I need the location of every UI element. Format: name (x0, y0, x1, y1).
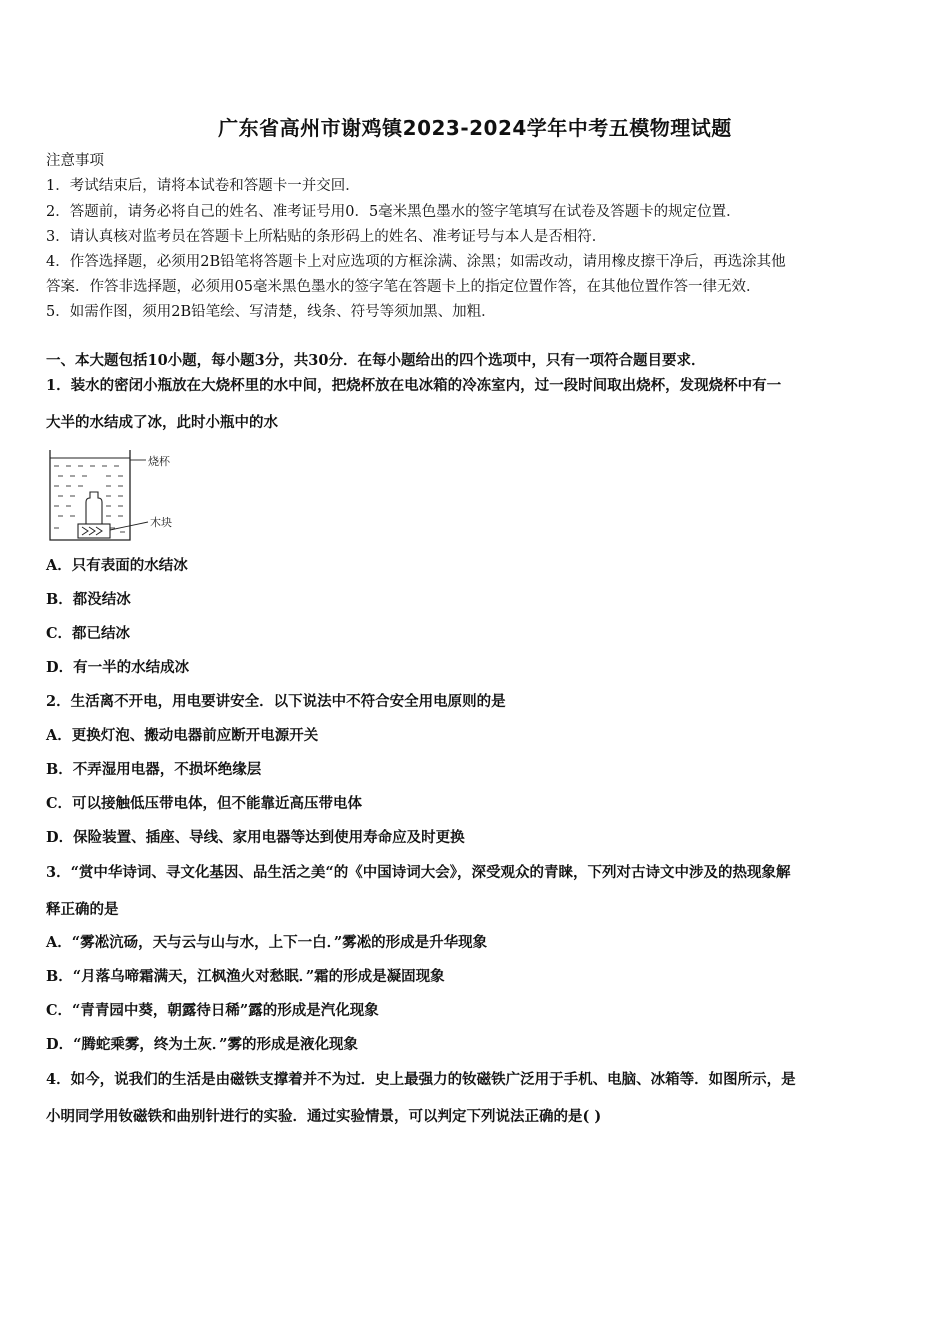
note-item-5: 5．如需作图，须用2B铅笔绘、写清楚，线条、符号等须加黑、加粗． (46, 304, 496, 320)
q3-option-d: D．“腾蛇乘雾，终为土灰．”雾的形成是液化现象 (46, 1036, 359, 1053)
q2-option-c: C．可以接触低压带电体，但不能靠近高压带电体 (46, 795, 363, 812)
q1-option-a: A．只有表面的水结冰 (46, 557, 188, 574)
q2-stem: 2．生活离不开电，用电要讲安全．以下说法中不符合安全用电原则的是 (46, 693, 506, 710)
q1-beaker-figure (44, 446, 189, 546)
label-wood-block: 木块 (150, 516, 172, 529)
q3-option-a: A．“雾凇沆砀，天与云与山与水，上下一白．”雾凇的形成是升华现象 (46, 934, 488, 951)
q2-option-d: D．保险装置、插座、导线、家用电器等达到使用寿命应及时更换 (46, 829, 465, 846)
q1-stem-line1: 1．装水的密闭小瓶放在大烧杯里的水中间，把烧杯放在电冰箱的冷冻室内，过一段时间取出烧杯，发现烧杯中有一 (46, 377, 782, 394)
q3-option-c: C．“青青园中葵，朝露待日稀”露的形成是汽化现象 (46, 1002, 379, 1019)
q4-stem-line2: 小明同学用钕磁铁和曲别针进行的实验．通过实验情景，可以判定下列说法正确的是( ) (46, 1108, 602, 1125)
q3-stem-line2: 释正确的是 (46, 901, 119, 918)
note-item-2: 2．答题前，请务必将自己的姓名、准考证号用0．5毫米黑色墨水的签字笔填写在试卷及答题卡的规定位置． (46, 204, 741, 220)
q2-option-a: A．更换灯泡、搬动电器前应断开电源开关 (46, 727, 319, 744)
q2-option-b: B．不弄湿用电器，不损坏绝缘层 (46, 761, 262, 778)
q3-option-b: B．“月落乌啼霜满天，江枫渔火对愁眠．”霜的形成是凝固现象 (46, 968, 445, 985)
q1-option-d: D．有一半的水结成冰 (46, 659, 190, 676)
q1-option-c: C．都已结冰 (46, 625, 131, 642)
q4-stem-line1: 4．如今，说我们的生活是由磁铁支撑着并不为过．史上最强力的钕磁铁广泛用于手机、电脑、冰箱等．如图所示，是 (46, 1071, 796, 1088)
page-title: 广东省高州市谢鸡镇2023-2024学年中考五模物理试题 (218, 116, 732, 140)
q3-stem-line1: 3．“赏中华诗词、寻文化基因、品生活之美“的《中国诗词大会》，深受观众的青睐，下列对古诗文中涉及的热现象解 (46, 864, 791, 881)
notes-heading: 注意事项 (46, 153, 104, 169)
label-beaker: 烧杯 (148, 455, 170, 468)
note-item-4: 4．作答选择题，必须用2B铅笔将答题卡上对应选项的方框涂满、涂黑；如需改动，请用橡皮擦干净后，再选涂其他 (46, 254, 786, 270)
note-item-3: 3．请认真核对监考员在答题卡上所粘贴的条形码上的姓名、准考证号与本人是否相符． (46, 229, 607, 245)
note-item-1: 1．考试结束后，请将本试卷和答题卡一并交回． (46, 178, 360, 194)
note-item-4-cont: 答案．作答非选择题，必须用05毫米黑色墨水的签字笔在答题卡上的指定位置作答，在其他位置作答一律无效． (46, 279, 761, 295)
q1-option-b: B．都没结冰 (46, 591, 131, 608)
q1-stem-line2: 大半的水结成了冰，此时小瓶中的水 (46, 414, 278, 431)
section-heading: 一、本大题包括10小题，每小题3分，共30分．在每小题给出的四个选项中，只有一项符合题目要求． (46, 352, 706, 369)
